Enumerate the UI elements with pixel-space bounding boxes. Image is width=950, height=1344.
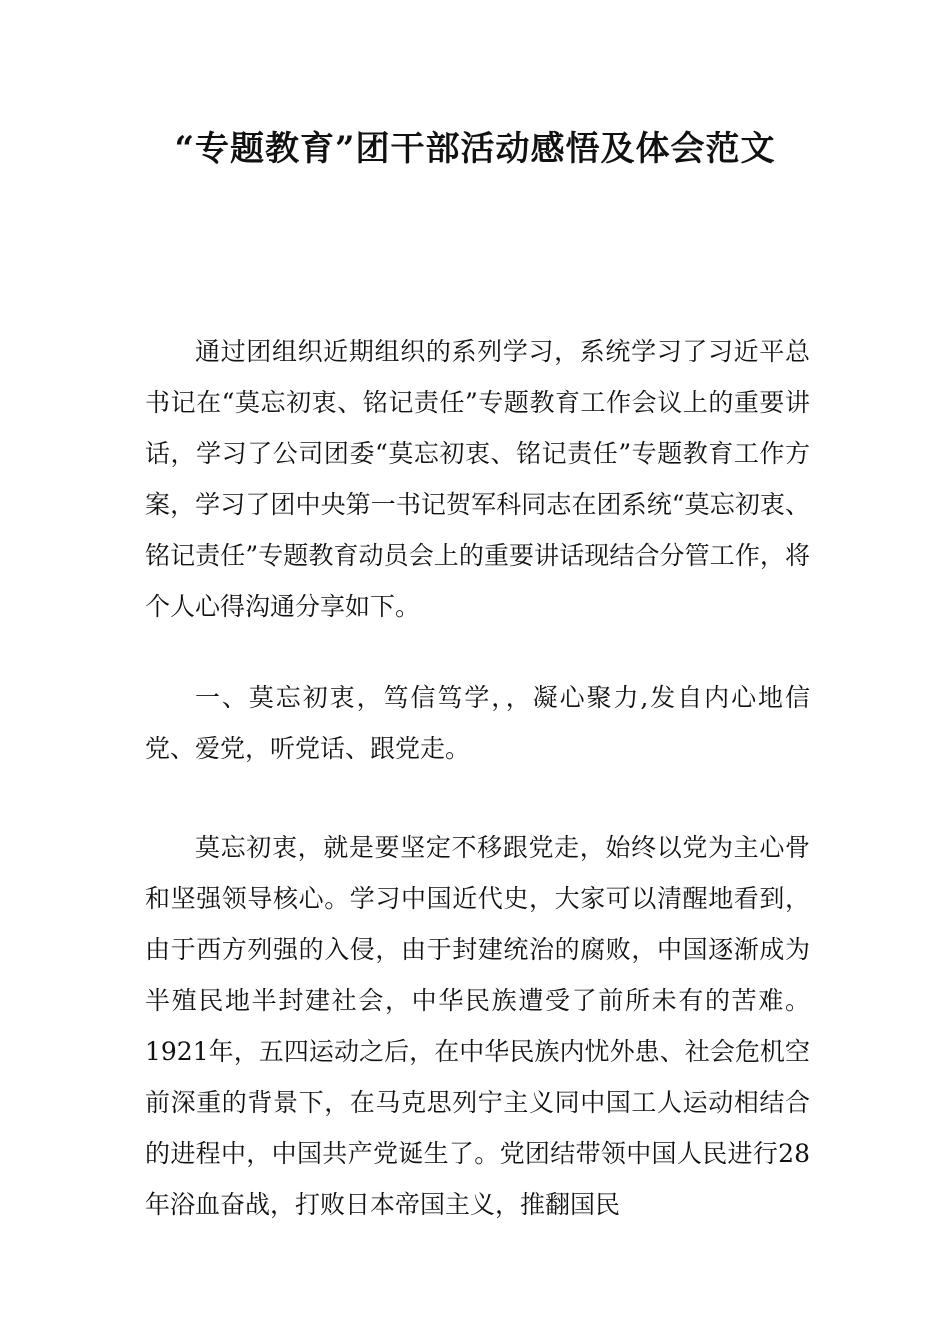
document-title: “专题教育”团干部活动感悟及体会范文 xyxy=(174,129,776,169)
paragraph-intro: 通过团组织近期组织的系列学习，系统学习了习近平总书记在“莫忘初衷、铭记责任”专题教育工作会议上的重要讲话，学习了公司团委“莫忘初衷、铭记责任”专题教育工作方案，学习了团中央第一书记贺军科同志在团系统“莫忘初衷、铭记责任”专题教育动员会上的重要讲话现结合分管工作，将个人心得沟通分享如下。 xyxy=(145,337,810,621)
paragraph-section-heading: 一、莫忘初衷，笃信笃学，，凝心聚力,发自内心地信党、爱党，听党话、跟党走。 xyxy=(145,683,810,763)
paragraph-body: 莫忘初衷，就是要坚定不移跟党走，始终以党为主心骨和坚强领导核心。学习中国近代史，大家可以清醒地看到，由于西方列强的入侵，由于封建统治的腐败，中国逐渐成为半殖民地半封建社会，中华民族遭受了前所未有的苦难。1921年，五四运动之后，在中华民族内忧外患、社会危机空前深重的背景下，在马克思列宁主义同中国工人运动相结合的进程中，中国共产党诞生了。党团结带领中国人民进行28年浴血奋战，打败日本帝国主义，推翻国民 xyxy=(145,833,810,1219)
